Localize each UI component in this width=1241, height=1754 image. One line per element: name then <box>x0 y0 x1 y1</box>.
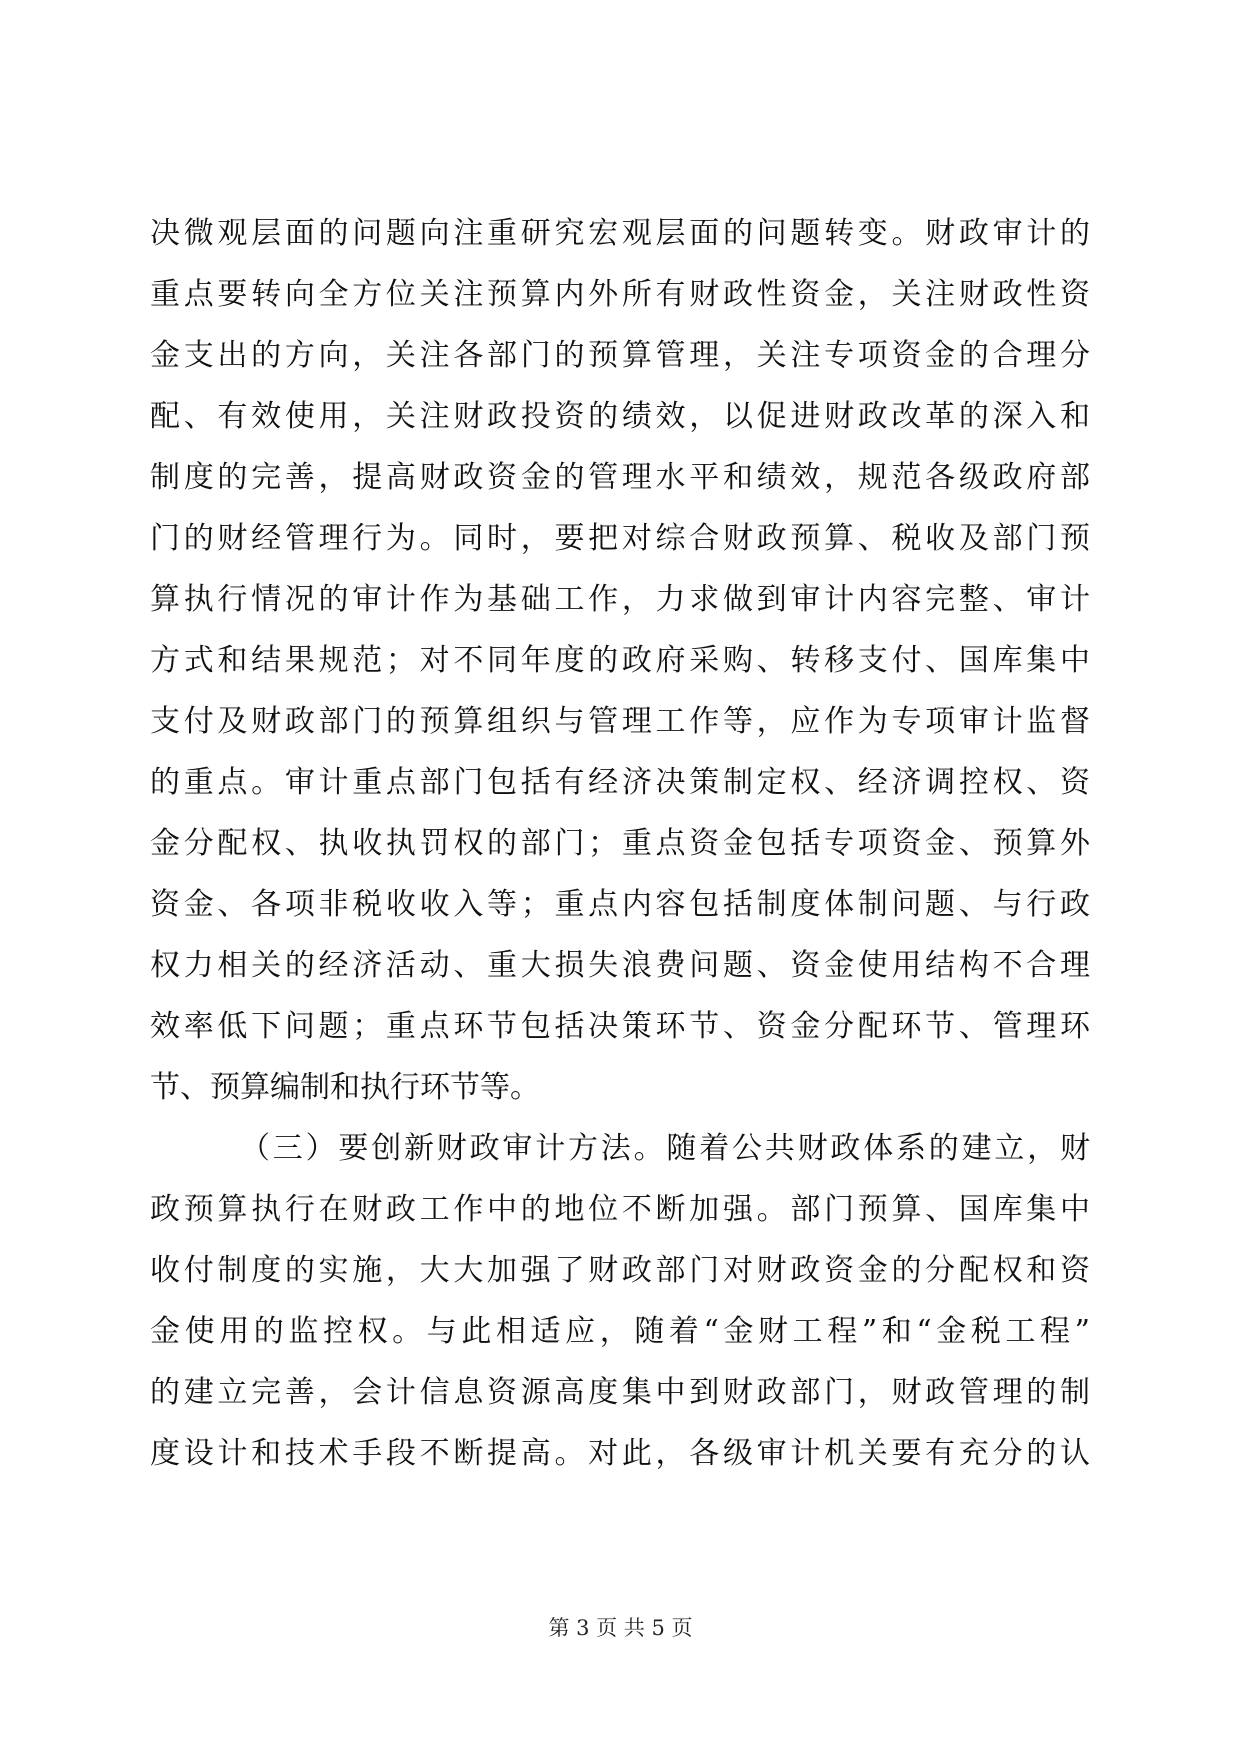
text-line: 方式和结果规范；对不同年度的政府采购、转移支付、国库集中 <box>150 643 1090 678</box>
text-line: 的重点。审计重点部门包括有经济决策制定权、经济调控权、资 <box>150 765 1090 800</box>
text-line: 资金、各项非税收收入等；重点内容包括制度体制问题、与行政 <box>150 887 1090 922</box>
text-line: 制度的完善，提高财政资金的管理水平和绩效，规范各级政府部 <box>150 460 1090 495</box>
section-heading-line: （三）要创新财政审计方法。随着公共财政体系的建立，财 <box>240 1131 1090 1166</box>
text-line: 算执行情况的审计作为基础工作，力求做到审计内容完整、审计 <box>150 582 1090 617</box>
text-line: 收付制度的实施，大大加强了财政部门对财政资金的分配权和资 <box>150 1253 1090 1288</box>
text-line: 权力相关的经济活动、重大损失浪费问题、资金使用结构不合理 <box>150 948 1090 983</box>
text-line: 金支出的方向，关注各部门的预算管理，关注专项资金的合理分 <box>150 338 1090 373</box>
paragraph-end-line: 节、预算编制和执行环节等。 <box>150 1070 540 1105</box>
text-line: 度设计和技术手段不断提高。对此，各级审计机关要有充分的认 <box>150 1436 1090 1471</box>
text-line: 政预算执行在财政工作中的地位不断加强。部门预算、国库集中 <box>150 1192 1090 1227</box>
text-line: 决微观层面的问题向注重研究宏观层面的问题转变。财政审计的 <box>150 216 1090 251</box>
text-line: 金使用的监控权。与此相适应，随着“金财工程”和“金税工程” <box>150 1314 1090 1349</box>
text-line: 支付及财政部门的预算组织与管理工作等，应作为专项审计监督 <box>150 704 1090 739</box>
text-line: 配、有效使用，关注财政投资的绩效，以促进财政改革的深入和 <box>150 399 1090 434</box>
page-number-footer: 第 3 页 共 5 页 <box>548 1616 693 1640</box>
text-line: 重点要转向全方位关注预算内外所有财政性资金，关注财政性资 <box>150 277 1090 312</box>
text-line: 金分配权、执收执罚权的部门；重点资金包括专项资金、预算外 <box>150 826 1090 861</box>
text-line: 门的财经管理行为。同时，要把对综合财政预算、税收及部门预 <box>150 521 1090 556</box>
text-line: 效率低下问题；重点环节包括决策环节、资金分配环节、管理环 <box>150 1009 1090 1044</box>
text-line: 的建立完善，会计信息资源高度集中到财政部门，财政管理的制 <box>150 1375 1090 1410</box>
body-text <box>150 203 1090 1484</box>
